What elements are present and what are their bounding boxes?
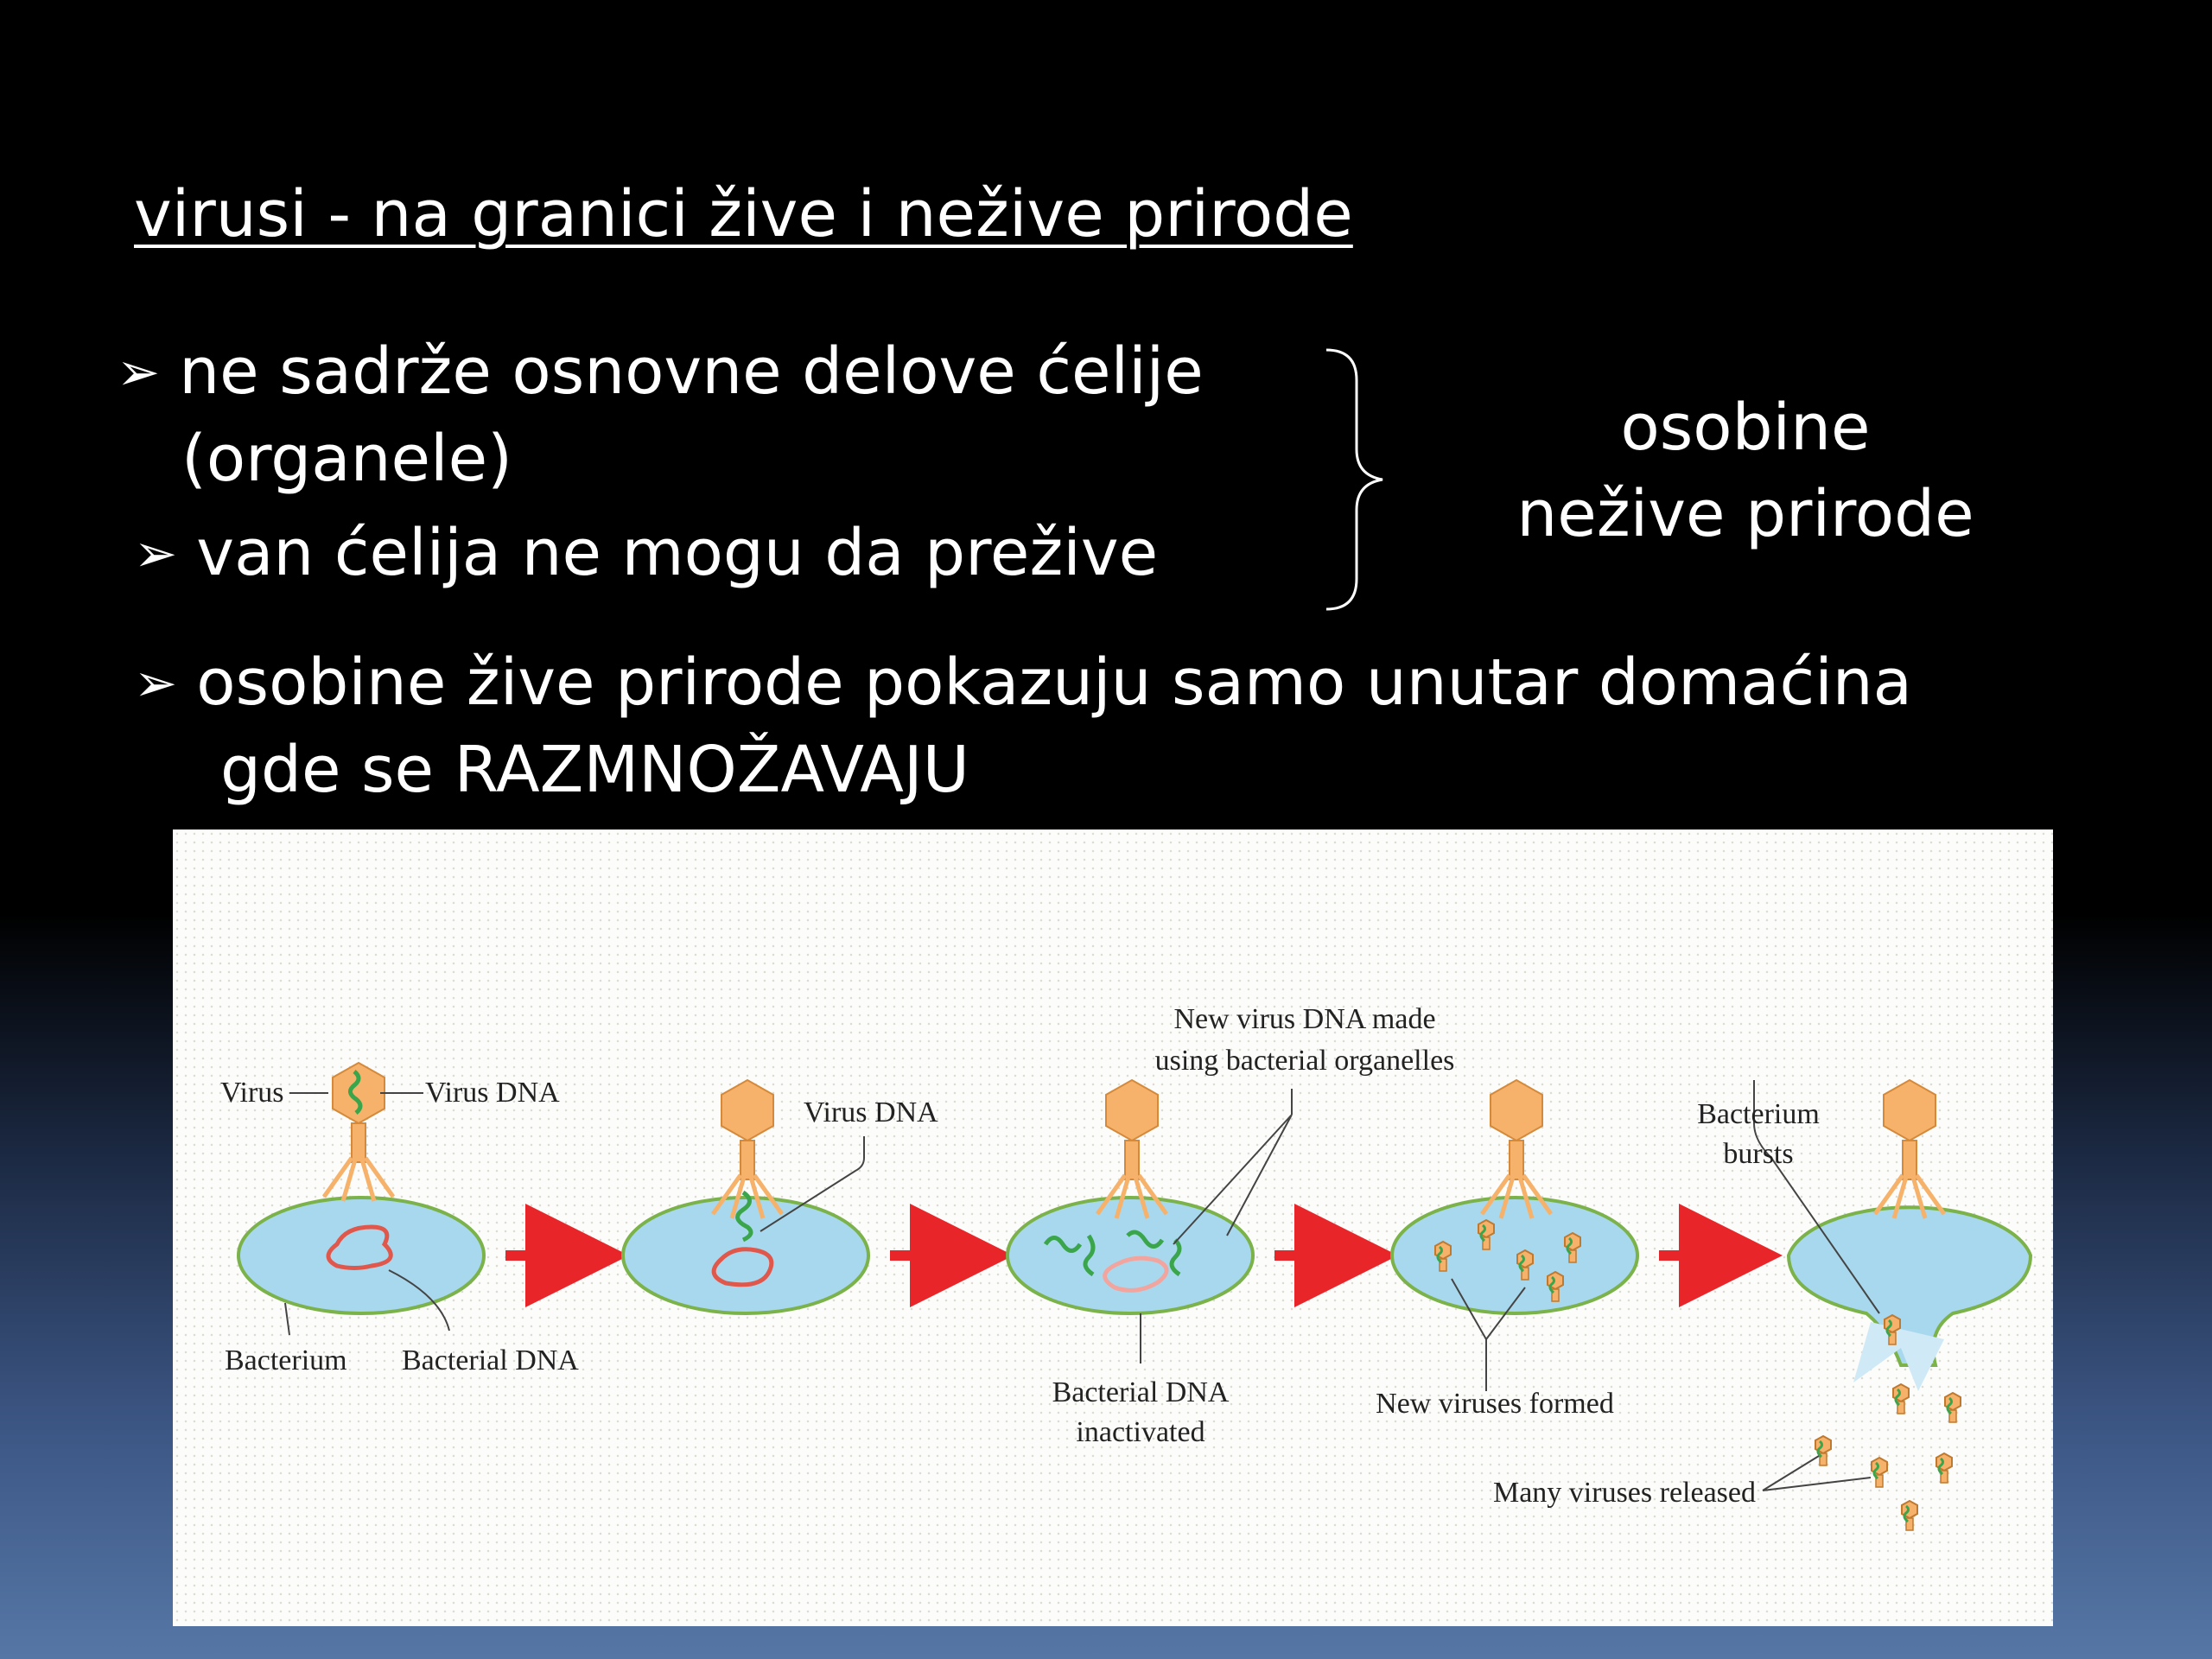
bullet-living-properties xyxy=(134,639,1912,813)
label-bacterial-dna: Bacterial DNA xyxy=(402,1344,579,1376)
bullet-arrow-icon: ➢ xyxy=(117,342,161,403)
bullet-text-cont: (organele) xyxy=(181,422,512,496)
label-bacterial-dna-inactivated-1: Bacterial DNA xyxy=(1052,1376,1230,1408)
bullet-no-organelles xyxy=(117,328,1204,502)
label-new-viruses: New viruses formed xyxy=(1376,1388,1614,1420)
side-label xyxy=(1469,385,2022,557)
label-virus: Virus xyxy=(220,1077,284,1109)
bullet-cannot-survive xyxy=(134,510,1158,597)
label-new-dna-2: using bacterial organelles xyxy=(1154,1045,1455,1077)
side-label-line1: osobine xyxy=(1620,391,1871,465)
stage-4 xyxy=(1392,1080,1637,1391)
stage-5 xyxy=(1754,1080,2031,1530)
side-label-line2: nežive prirode xyxy=(1516,477,1974,551)
label-many-viruses-released: Many viruses released xyxy=(1492,1477,1757,1509)
label-bursts-2: bursts xyxy=(1723,1138,1794,1170)
lytic-cycle-diagram xyxy=(173,830,2053,1626)
lytic-cycle-figure xyxy=(173,830,2053,1626)
slide-title: virusi - na granici žive i nežive prirode xyxy=(134,177,1353,251)
bullet-text: osobine žive prirode pokazuju samo unutar domaćina xyxy=(196,645,1912,720)
label-bacterial-dna-inactivated-2: inactivated xyxy=(1076,1416,1205,1448)
label-bacterium: Bacterium xyxy=(225,1344,347,1376)
stage-3 xyxy=(1007,1080,1292,1363)
label-new-dna-1: New virus DNA made xyxy=(1173,1003,1436,1035)
curly-brace-icon xyxy=(1322,346,1391,613)
label-bursts-1: Bacterium xyxy=(1697,1098,1820,1130)
label-virus-dna: Virus DNA xyxy=(425,1077,560,1109)
bullet-arrow-icon: ➢ xyxy=(134,653,178,714)
bullet-arrow-icon: ➢ xyxy=(134,524,178,584)
bullet-text-cont: gde se RAZMNOŽAVAJU xyxy=(220,733,969,807)
label-virus-dna-2: Virus DNA xyxy=(804,1096,938,1128)
bullet-text: ne sadrže osnovne delove ćelije xyxy=(179,334,1204,409)
bullet-text: van ćelija ne mogu da prežive xyxy=(196,516,1159,590)
